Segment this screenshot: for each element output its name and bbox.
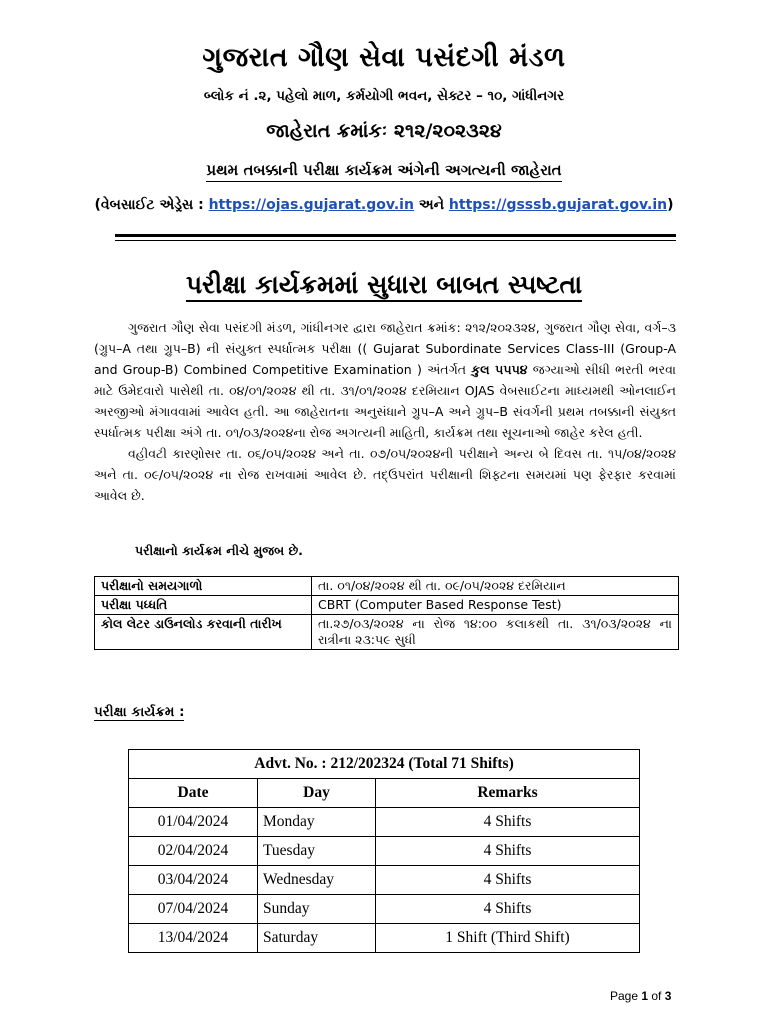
table-row [129,837,640,866]
table-row [129,808,640,837]
total-posts: કુલ ૫૫૫૪ [471,362,528,377]
table-row [129,895,640,924]
table-row [129,866,640,895]
page-of: of [648,989,665,1003]
page-prefix: Page [610,989,642,1003]
shift-table-caption: Advt. No. : 212/202324 (Total 71 Shifts) [129,750,640,779]
table-row [129,924,640,953]
exam-schedule-label [94,704,184,720]
body-paragraph-1 [94,317,676,443]
body-text [94,317,676,506]
remarks-cell: 1 Shift (Third Shift) [376,924,640,953]
notice-heading [0,161,768,179]
day-cell: Monday [258,808,376,837]
info-value: CBRT (Computer Based Response Test) [312,596,679,615]
exam-schedule-label-text: પરીક્ષા કાર્યક્રમ : [94,704,185,720]
date-cell: 07/04/2024 [129,895,258,924]
day-cell: Saturday [258,924,376,953]
day-cell: Tuesday [258,837,376,866]
day-cell: Wednesday [258,866,376,895]
website-prefix: (વેબસાઈટ એડ્રેસ : [94,197,209,213]
remarks-cell: 4 Shifts [376,808,640,837]
ojas-website-link[interactable]: https://ojas.gujarat.gov.in [208,197,414,213]
table-row [95,615,679,650]
paragraph-1-text: ગુજરાત ગૌણ સેવા પસંદગી મંડળ, ગાંધીનગર દ્વારા જાહેરાત ક્રમાંક: ૨૧૨/૨૦૨૩૨૪, ગુજરાત ગૌણ સેવા, વર્ગ–૩ (ગ્રુપ–A તથા ગ્રુપ–B) ની સંયુક્ત સ્પર્ધાત્મક પરીક્ષા (( Gujarat Subordinate Services Class-III (Group-A and Group-B) Combined Competitive Examination ) અંતર્ગત [94,320,676,377]
header-divider-thin [115,240,676,241]
date-cell: 03/04/2024 [129,866,258,895]
website-address-line [0,197,768,213]
table-row [95,596,679,615]
page-total: 3 [664,989,672,1003]
paragraph-1-rest: જગ્યાઓ સીધી ભરતી ભરવા માટે ઉમેદવારો પાસેથી તા. ૦૪/૦૧/૨૦૨૪ થી તા. ૩૧/૦૧/૨૦૨૪ દરમિયાન OJAS વેબસાઈટના માધ્યમથી ઓનલાઈન અરજીઓ મંગાવવામાં આવેલ હતી. આ જાહેરાતના અનુસંધાને ગ્રુપ–A અને ગ્રુપ–B સંવર્ગની પ્રથમ તબક્કાની સંયુક્ત સ્પર્ધાત્મક પરીક્ષા અંગે તા. ૦૧/૦૩/૨૦૨૪ના રોજ અગત્યની માહિતી, કાર્યક્રમ તથા સૂચનાઓ જાહેર કરેલ હતી. [94,362,676,440]
body-paragraph-2: વહીવટી કારણોસર તા. ૦૬/૦૫/૨૦૨૪ અને તા. ૦૭/૦૫/૨૦૨૪ની પરીક્ષાને અન્ય બે દિવસ તા. ૧૫/૦૪/૨૦૨૪ અને તા. ૦૯/૦૫/૨૦૨૪ ના રોજ રાખવામાં આવેલ છે. તદ્ઉપરાંત પરીક્ષાની શિફ્ટના સમયમાં પણ ફેરફાર કરવામાં આવેલ છે. [94,446,676,503]
info-key: પરીક્ષાનો સમયગાળો [95,577,312,596]
date-cell: 13/04/2024 [129,924,258,953]
remarks-cell: 4 Shifts [376,837,640,866]
date-cell: 02/04/2024 [129,837,258,866]
shift-table-header-row [129,779,640,808]
remarks-cell: 4 Shifts [376,866,640,895]
page-current: 1 [641,989,649,1003]
section-title-text: પરીક્ષા કાર્યક્રમમાં સુધારા બાબત સ્પષ્ટતા [186,270,582,302]
column-header-date: Date [129,779,258,808]
remarks-cell: 4 Shifts [376,895,640,924]
day-cell: Sunday [258,895,376,924]
date-cell: 01/04/2024 [129,808,258,837]
info-value: તા.૨૭/૦૩/૨૦૨૪ ના રોજ ૧૪:૦૦ કલાકથી તા. ૩૧/૦૩/૨૦૨૪ ના રાત્રીના ૨૩:૫૯ સુધી [312,615,679,650]
schedule-label: પરીક્ષાનો કાર્યક્રમ નીચે મુજબ છે. [135,543,303,558]
advertisement-number: જાહેરાત ક્રમાંકઃ ૨૧૨/૨૦૨૩૨૪ [266,120,502,142]
shift-table [128,749,640,953]
table-row [95,577,679,596]
website-and: અને [413,197,449,213]
column-header-remarks: Remarks [376,779,640,808]
gsssb-website-link[interactable]: https://gsssb.gujarat.gov.in [448,197,668,213]
header-divider-thick [115,234,676,237]
section-title [0,270,768,300]
org-title: ગુજરાત ગૌણ સેવા પસંદગી મંડળ [202,42,566,73]
column-header-day: Day [258,779,376,808]
info-key: પરીક્ષા પધ્ધતિ [95,596,312,615]
org-address: બ્લોક નં .૨, પહેલો માળ, કર્મયોગી ભવન, સેક્ટર – ૧૦, ગાંધીનગર [203,88,565,104]
page-number [610,989,671,1003]
website-suffix: ) [667,197,674,213]
shift-table-caption-row [129,750,640,779]
exam-info-table [94,576,679,650]
notice-heading-text: પ્રથમ તબક્કાની પરીક્ષા કાર્યક્રમ અંગેની અગત્યની જાહેરાત [206,161,561,182]
info-key: કોલ લેટર ડાઉનલોડ કરવાની તારીખ [95,615,312,650]
info-value: તા. ૦૧/૦૪/૨૦૨૪ થી તા. ૦૯/૦૫/૨૦૨૪ દરમિયાન [312,577,679,596]
